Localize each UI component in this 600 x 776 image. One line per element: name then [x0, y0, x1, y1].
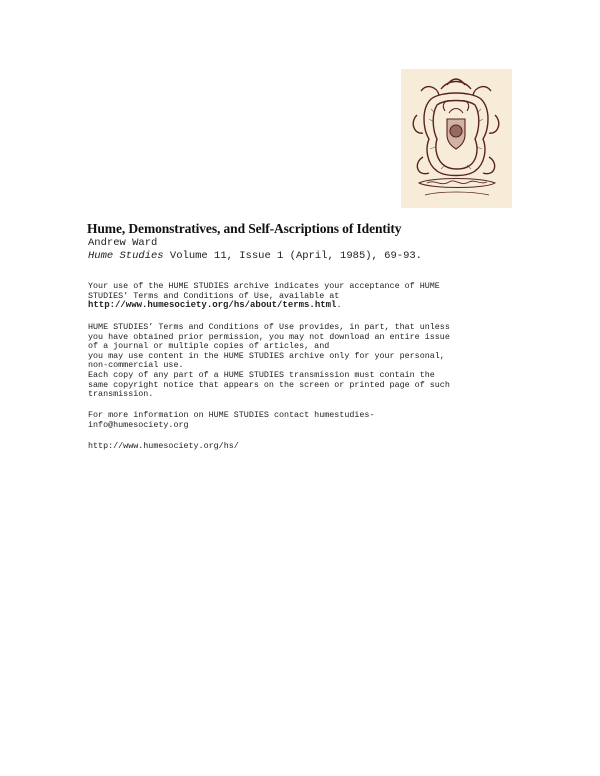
hume-studies-link-block: [88, 442, 528, 452]
citation-details: Volume 11, Issue 1 (April, 1985), 69-93.: [163, 250, 422, 262]
article-author: Andrew Ward: [88, 237, 158, 249]
bookplate-engraving: [401, 69, 512, 208]
article-citation: [88, 250, 422, 262]
terms-line: HUME STUDIES’ Terms and Conditions of Use provides, in part, that unless: [88, 322, 450, 332]
article-title: Hume, Demonstratives, and Self-Ascriptions of Identity: [87, 221, 402, 236]
terms-line: you have obtained prior permission, you may not download an entire issue: [88, 331, 450, 342]
notice-line: Your use of the HUME STUDIES archive indicates your acceptance of HUME: [88, 281, 440, 291]
notice-line: STUDIES’ Terms and Conditions of Use, available at: [88, 290, 340, 301]
terms-line: you may use content in the HUME STUDIES archive only for your personal,: [88, 350, 445, 361]
terms-line: same copyright notice that appears on the screen or printed page of such: [88, 379, 450, 390]
bookplate-image: [401, 69, 512, 208]
terms-url-link[interactable]: http://www.humesociety.org/hs/about/terms.html: [88, 300, 337, 311]
contact-line: For more information on HUME STUDIES contact humestudies-: [88, 410, 375, 420]
terms-url-suffix: .: [336, 300, 342, 311]
terms-line: Each copy of any part of a HUME STUDIES transmission must contain the: [88, 369, 435, 380]
usage-notice: [88, 282, 528, 311]
terms-paragraph: [88, 323, 528, 400]
contact-email[interactable]: info@humesociety.org: [88, 419, 189, 430]
terms-line: non-commercial use.: [88, 360, 184, 371]
terms-line: transmission.: [88, 389, 154, 400]
terms-line: of a journal or multiple copies of articles, and: [88, 341, 330, 352]
terms-url-line: [88, 301, 528, 311]
contact-info: [88, 411, 528, 430]
hume-studies-url-link[interactable]: http://www.humesociety.org/hs/: [88, 441, 239, 451]
journal-name: Hume Studies: [88, 250, 164, 262]
